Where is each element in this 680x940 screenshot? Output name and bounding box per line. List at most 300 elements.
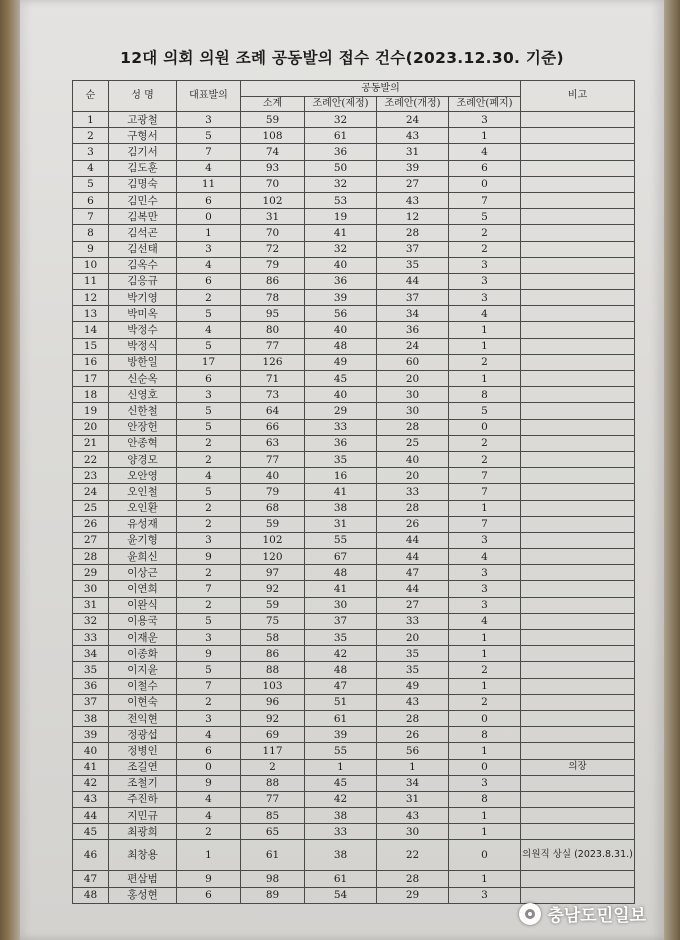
cell-remark — [521, 192, 635, 208]
cell-repeal: 8 — [449, 791, 521, 807]
table-row — [73, 209, 635, 225]
table-row — [73, 532, 635, 548]
table-row — [73, 338, 635, 354]
cell-amend: 44 — [377, 532, 449, 548]
cell-amend: 33 — [377, 613, 449, 629]
table-row — [73, 630, 635, 646]
cell-repeal: 2 — [449, 354, 521, 370]
cell-enact: 51 — [305, 694, 377, 710]
cell-enact: 48 — [305, 338, 377, 354]
cell-lead: 7 — [177, 144, 241, 160]
cell-subtotal: 68 — [241, 500, 305, 516]
cell-remark — [521, 257, 635, 273]
cell-name: 홍성현 — [109, 887, 177, 903]
publisher-name: 충남도민일보 — [547, 906, 646, 926]
cell-remark — [521, 241, 635, 257]
cell-amend: 36 — [377, 322, 449, 338]
cell-lead: 2 — [177, 516, 241, 532]
cell-repeal: 1 — [449, 500, 521, 516]
table-row — [73, 759, 635, 775]
cell-lead: 4 — [177, 727, 241, 743]
cell-enact: 39 — [305, 727, 377, 743]
cell-repeal: 0 — [449, 176, 521, 192]
cell-amend: 20 — [377, 630, 449, 646]
cell-enact: 29 — [305, 403, 377, 419]
cell-enact: 38 — [305, 808, 377, 824]
cell-lead: 2 — [177, 565, 241, 581]
cell-subtotal: 77 — [241, 338, 305, 354]
cell-no: 26 — [73, 516, 109, 532]
cell-no: 41 — [73, 759, 109, 775]
cell-enact: 40 — [305, 387, 377, 403]
cell-repeal: 7 — [449, 468, 521, 484]
cell-repeal: 7 — [449, 516, 521, 532]
cell-remark — [521, 710, 635, 726]
cell-lead: 4 — [177, 322, 241, 338]
cell-amend: 27 — [377, 597, 449, 613]
cell-no: 1 — [73, 112, 109, 128]
cell-enact: 35 — [305, 451, 377, 467]
cell-enact: 67 — [305, 549, 377, 565]
cell-name: 최광희 — [109, 824, 177, 840]
cell-name: 조철기 — [109, 775, 177, 791]
cell-lead: 5 — [177, 403, 241, 419]
cell-name: 이종화 — [109, 646, 177, 662]
cell-remark — [521, 176, 635, 192]
cell-subtotal: 80 — [241, 322, 305, 338]
table-row — [73, 371, 635, 387]
document-page — [20, 0, 664, 940]
cell-name: 안종혁 — [109, 435, 177, 451]
cell-enact: 61 — [305, 871, 377, 887]
cell-lead: 7 — [177, 581, 241, 597]
cell-amend: 43 — [377, 192, 449, 208]
cell-name: 신영호 — [109, 387, 177, 403]
table-row — [73, 662, 635, 678]
cell-remark — [521, 144, 635, 160]
cell-repeal: 3 — [449, 273, 521, 289]
table-row — [73, 354, 635, 370]
cell-no: 39 — [73, 727, 109, 743]
cell-name: 김석곤 — [109, 225, 177, 241]
cell-name: 김기서 — [109, 144, 177, 160]
cell-no: 48 — [73, 887, 109, 903]
cell-amend: 28 — [377, 710, 449, 726]
cell-subtotal: 120 — [241, 549, 305, 565]
cell-amend: 12 — [377, 209, 449, 225]
cell-lead: 5 — [177, 613, 241, 629]
cell-enact: 50 — [305, 160, 377, 176]
cell-no: 6 — [73, 192, 109, 208]
cell-amend: 30 — [377, 387, 449, 403]
cell-amend: 35 — [377, 257, 449, 273]
cell-no: 12 — [73, 290, 109, 306]
cell-repeal: 1 — [449, 338, 521, 354]
cell-subtotal: 79 — [241, 484, 305, 500]
cell-name: 김명숙 — [109, 176, 177, 192]
cell-no: 37 — [73, 694, 109, 710]
cell-lead: 7 — [177, 678, 241, 694]
cell-enact: 36 — [305, 273, 377, 289]
cell-amend: 40 — [377, 451, 449, 467]
cell-remark — [521, 646, 635, 662]
cell-repeal: 3 — [449, 565, 521, 581]
cell-subtotal: 59 — [241, 597, 305, 613]
cell-subtotal: 69 — [241, 727, 305, 743]
cell-subtotal: 88 — [241, 662, 305, 678]
cell-no: 33 — [73, 630, 109, 646]
cell-subtotal: 117 — [241, 743, 305, 759]
cell-enact: 48 — [305, 565, 377, 581]
cell-lead: 2 — [177, 500, 241, 516]
cell-name: 최창용 — [109, 840, 177, 871]
cell-subtotal: 126 — [241, 354, 305, 370]
cell-amend: 20 — [377, 468, 449, 484]
cell-amend: 28 — [377, 500, 449, 516]
cell-repeal: 3 — [449, 532, 521, 548]
cell-no: 16 — [73, 354, 109, 370]
table-row — [73, 808, 635, 824]
table-row — [73, 273, 635, 289]
header-enact: 조례안(제정) — [305, 97, 377, 112]
cell-lead: 9 — [177, 549, 241, 565]
cell-enact: 56 — [305, 306, 377, 322]
cell-lead: 6 — [177, 273, 241, 289]
cell-no: 42 — [73, 775, 109, 791]
cell-repeal: 0 — [449, 419, 521, 435]
cell-amend: 60 — [377, 354, 449, 370]
cell-enact: 38 — [305, 500, 377, 516]
cell-name: 주진하 — [109, 791, 177, 807]
cell-amend: 30 — [377, 824, 449, 840]
cell-repeal: 8 — [449, 727, 521, 743]
cell-remark — [521, 225, 635, 241]
cell-remark: 의원직 상실 (2023.8.31.) — [521, 840, 635, 871]
cell-enact: 41 — [305, 484, 377, 500]
cell-no: 36 — [73, 678, 109, 694]
cell-subtotal: 79 — [241, 257, 305, 273]
table-row — [73, 387, 635, 403]
cell-name: 오안영 — [109, 468, 177, 484]
table-row — [73, 824, 635, 840]
cell-name: 박정식 — [109, 338, 177, 354]
table-row — [73, 775, 635, 791]
cell-repeal: 3 — [449, 257, 521, 273]
cell-name: 박정수 — [109, 322, 177, 338]
table-row — [73, 468, 635, 484]
cell-remark — [521, 451, 635, 467]
cell-remark — [521, 209, 635, 225]
cell-name: 김선태 — [109, 241, 177, 257]
cell-remark — [521, 128, 635, 144]
cell-subtotal: 70 — [241, 176, 305, 192]
cell-no: 13 — [73, 306, 109, 322]
cell-subtotal: 93 — [241, 160, 305, 176]
cell-repeal: 4 — [449, 306, 521, 322]
cell-name: 이재운 — [109, 630, 177, 646]
cell-subtotal: 66 — [241, 419, 305, 435]
cell-lead: 2 — [177, 597, 241, 613]
cell-lead: 2 — [177, 435, 241, 451]
cell-remark — [521, 694, 635, 710]
cell-no: 17 — [73, 371, 109, 387]
cell-subtotal: 108 — [241, 128, 305, 144]
cell-enact: 40 — [305, 257, 377, 273]
cell-remark — [521, 565, 635, 581]
cell-subtotal: 98 — [241, 871, 305, 887]
cell-repeal: 3 — [449, 112, 521, 128]
cell-no: 22 — [73, 451, 109, 467]
cell-no: 43 — [73, 791, 109, 807]
cell-enact: 38 — [305, 840, 377, 871]
cell-enact: 33 — [305, 419, 377, 435]
cell-no: 30 — [73, 581, 109, 597]
cell-remark — [521, 727, 635, 743]
cosponsor-table — [72, 80, 635, 904]
header-repeal: 조례안(폐지) — [449, 97, 521, 112]
cell-amend: 37 — [377, 290, 449, 306]
cell-repeal: 3 — [449, 775, 521, 791]
cell-remark — [521, 435, 635, 451]
cell-subtotal: 75 — [241, 613, 305, 629]
cell-subtotal: 77 — [241, 451, 305, 467]
table-row — [73, 646, 635, 662]
cell-remark — [521, 743, 635, 759]
cell-amend: 44 — [377, 549, 449, 565]
table-row — [73, 306, 635, 322]
cell-amend: 30 — [377, 403, 449, 419]
cell-remark — [521, 484, 635, 500]
table-row — [73, 694, 635, 710]
cell-remark — [521, 290, 635, 306]
cell-remark — [521, 613, 635, 629]
cell-enact: 40 — [305, 322, 377, 338]
table-row — [73, 290, 635, 306]
cell-subtotal: 71 — [241, 371, 305, 387]
cell-subtotal: 102 — [241, 532, 305, 548]
cell-subtotal: 74 — [241, 144, 305, 160]
cell-lead: 9 — [177, 871, 241, 887]
cell-lead: 17 — [177, 354, 241, 370]
cell-remark — [521, 387, 635, 403]
cell-amend: 34 — [377, 306, 449, 322]
cell-amend: 27 — [377, 176, 449, 192]
cell-enact: 45 — [305, 371, 377, 387]
cell-enact: 49 — [305, 354, 377, 370]
cell-repeal: 1 — [449, 630, 521, 646]
cell-no: 15 — [73, 338, 109, 354]
cell-repeal: 8 — [449, 387, 521, 403]
cell-lead: 3 — [177, 630, 241, 646]
cell-name: 오인환 — [109, 500, 177, 516]
header-name: 성 명 — [109, 81, 177, 112]
cell-amend: 43 — [377, 694, 449, 710]
cell-lead: 6 — [177, 743, 241, 759]
cell-lead: 4 — [177, 257, 241, 273]
cell-repeal: 1 — [449, 322, 521, 338]
cell-amend: 22 — [377, 840, 449, 871]
cell-remark — [521, 808, 635, 824]
cell-no: 24 — [73, 484, 109, 500]
cell-no: 47 — [73, 871, 109, 887]
cell-repeal: 0 — [449, 840, 521, 871]
cell-remark — [521, 532, 635, 548]
cell-enact: 35 — [305, 630, 377, 646]
header-remark: 비고 — [521, 81, 635, 112]
publisher-logo-icon — [519, 903, 541, 925]
cell-name: 유성재 — [109, 516, 177, 532]
cell-name: 이현숙 — [109, 694, 177, 710]
cell-repeal: 1 — [449, 678, 521, 694]
cell-no: 38 — [73, 710, 109, 726]
header-amend: 조례안(개정) — [377, 97, 449, 112]
cell-subtotal: 31 — [241, 209, 305, 225]
cell-enact: 53 — [305, 192, 377, 208]
cell-enact: 61 — [305, 128, 377, 144]
cell-remark — [521, 468, 635, 484]
cell-no: 20 — [73, 419, 109, 435]
cell-lead: 9 — [177, 646, 241, 662]
cell-subtotal: 59 — [241, 112, 305, 128]
cell-no: 44 — [73, 808, 109, 824]
cell-remark — [521, 516, 635, 532]
cell-no: 5 — [73, 176, 109, 192]
cell-subtotal: 97 — [241, 565, 305, 581]
cell-remark — [521, 630, 635, 646]
cell-name: 정광섭 — [109, 727, 177, 743]
cell-name: 방한일 — [109, 354, 177, 370]
table-row — [73, 840, 635, 871]
cell-subtotal: 70 — [241, 225, 305, 241]
cell-amend: 26 — [377, 516, 449, 532]
cell-repeal: 1 — [449, 128, 521, 144]
cell-lead: 4 — [177, 160, 241, 176]
table-body — [73, 112, 635, 904]
cell-amend: 34 — [377, 775, 449, 791]
cell-lead: 5 — [177, 662, 241, 678]
cell-subtotal: 102 — [241, 192, 305, 208]
cell-subtotal: 96 — [241, 694, 305, 710]
cell-subtotal: 103 — [241, 678, 305, 694]
cell-subtotal: 95 — [241, 306, 305, 322]
table-row — [73, 743, 635, 759]
cell-subtotal: 2 — [241, 759, 305, 775]
cell-enact: 42 — [305, 791, 377, 807]
cell-name: 조길연 — [109, 759, 177, 775]
cell-lead: 9 — [177, 775, 241, 791]
cell-enact: 54 — [305, 887, 377, 903]
cell-amend: 31 — [377, 791, 449, 807]
cell-remark — [521, 322, 635, 338]
table-row — [73, 451, 635, 467]
cell-enact: 31 — [305, 516, 377, 532]
table-row — [73, 241, 635, 257]
cell-enact: 41 — [305, 225, 377, 241]
table-row — [73, 710, 635, 726]
cell-no: 27 — [73, 532, 109, 548]
cell-repeal: 0 — [449, 759, 521, 775]
cell-amend: 31 — [377, 144, 449, 160]
cell-subtotal: 65 — [241, 824, 305, 840]
cell-subtotal: 73 — [241, 387, 305, 403]
cell-subtotal: 72 — [241, 241, 305, 257]
cell-lead: 5 — [177, 306, 241, 322]
table-row — [73, 144, 635, 160]
cell-subtotal: 89 — [241, 887, 305, 903]
cell-name: 이상근 — [109, 565, 177, 581]
cell-remark — [521, 306, 635, 322]
cell-lead: 5 — [177, 128, 241, 144]
cell-repeal: 7 — [449, 192, 521, 208]
cell-no: 45 — [73, 824, 109, 840]
cell-no: 8 — [73, 225, 109, 241]
cell-lead: 5 — [177, 419, 241, 435]
table-row — [73, 160, 635, 176]
cell-lead: 5 — [177, 338, 241, 354]
cell-no: 11 — [73, 273, 109, 289]
cell-repeal: 1 — [449, 646, 521, 662]
cell-name: 김민수 — [109, 192, 177, 208]
cell-amend: 44 — [377, 581, 449, 597]
cell-no: 18 — [73, 387, 109, 403]
cell-enact: 16 — [305, 468, 377, 484]
cell-lead: 2 — [177, 694, 241, 710]
cell-remark — [521, 549, 635, 565]
table-row — [73, 727, 635, 743]
table-row — [73, 500, 635, 516]
cell-amend: 49 — [377, 678, 449, 694]
cell-amend: 28 — [377, 419, 449, 435]
cell-amend: 29 — [377, 887, 449, 903]
cell-name: 정병인 — [109, 743, 177, 759]
cell-amend: 43 — [377, 128, 449, 144]
cell-no: 14 — [73, 322, 109, 338]
cell-remark — [521, 273, 635, 289]
cell-no: 10 — [73, 257, 109, 273]
cell-remark — [521, 662, 635, 678]
cell-no: 19 — [73, 403, 109, 419]
table-row — [73, 613, 635, 629]
cell-amend: 1 — [377, 759, 449, 775]
cell-amend: 35 — [377, 662, 449, 678]
cell-enact: 45 — [305, 775, 377, 791]
cell-lead: 1 — [177, 840, 241, 871]
cell-subtotal: 92 — [241, 581, 305, 597]
cell-enact: 42 — [305, 646, 377, 662]
cell-enact: 55 — [305, 532, 377, 548]
cell-remark — [521, 791, 635, 807]
cell-enact: 33 — [305, 824, 377, 840]
cell-repeal: 4 — [449, 613, 521, 629]
cell-lead: 1 — [177, 225, 241, 241]
cell-enact: 55 — [305, 743, 377, 759]
cell-name: 오인철 — [109, 484, 177, 500]
cell-enact: 32 — [305, 112, 377, 128]
cell-repeal: 4 — [449, 549, 521, 565]
cell-no: 35 — [73, 662, 109, 678]
cell-remark — [521, 775, 635, 791]
cell-subtotal: 61 — [241, 840, 305, 871]
cell-repeal: 0 — [449, 710, 521, 726]
cell-no: 4 — [73, 160, 109, 176]
cell-name: 윤희신 — [109, 549, 177, 565]
cell-lead: 4 — [177, 791, 241, 807]
cell-no: 34 — [73, 646, 109, 662]
cell-repeal: 5 — [449, 209, 521, 225]
cell-enact: 39 — [305, 290, 377, 306]
cell-name: 이지윤 — [109, 662, 177, 678]
cell-name: 편삼범 — [109, 871, 177, 887]
